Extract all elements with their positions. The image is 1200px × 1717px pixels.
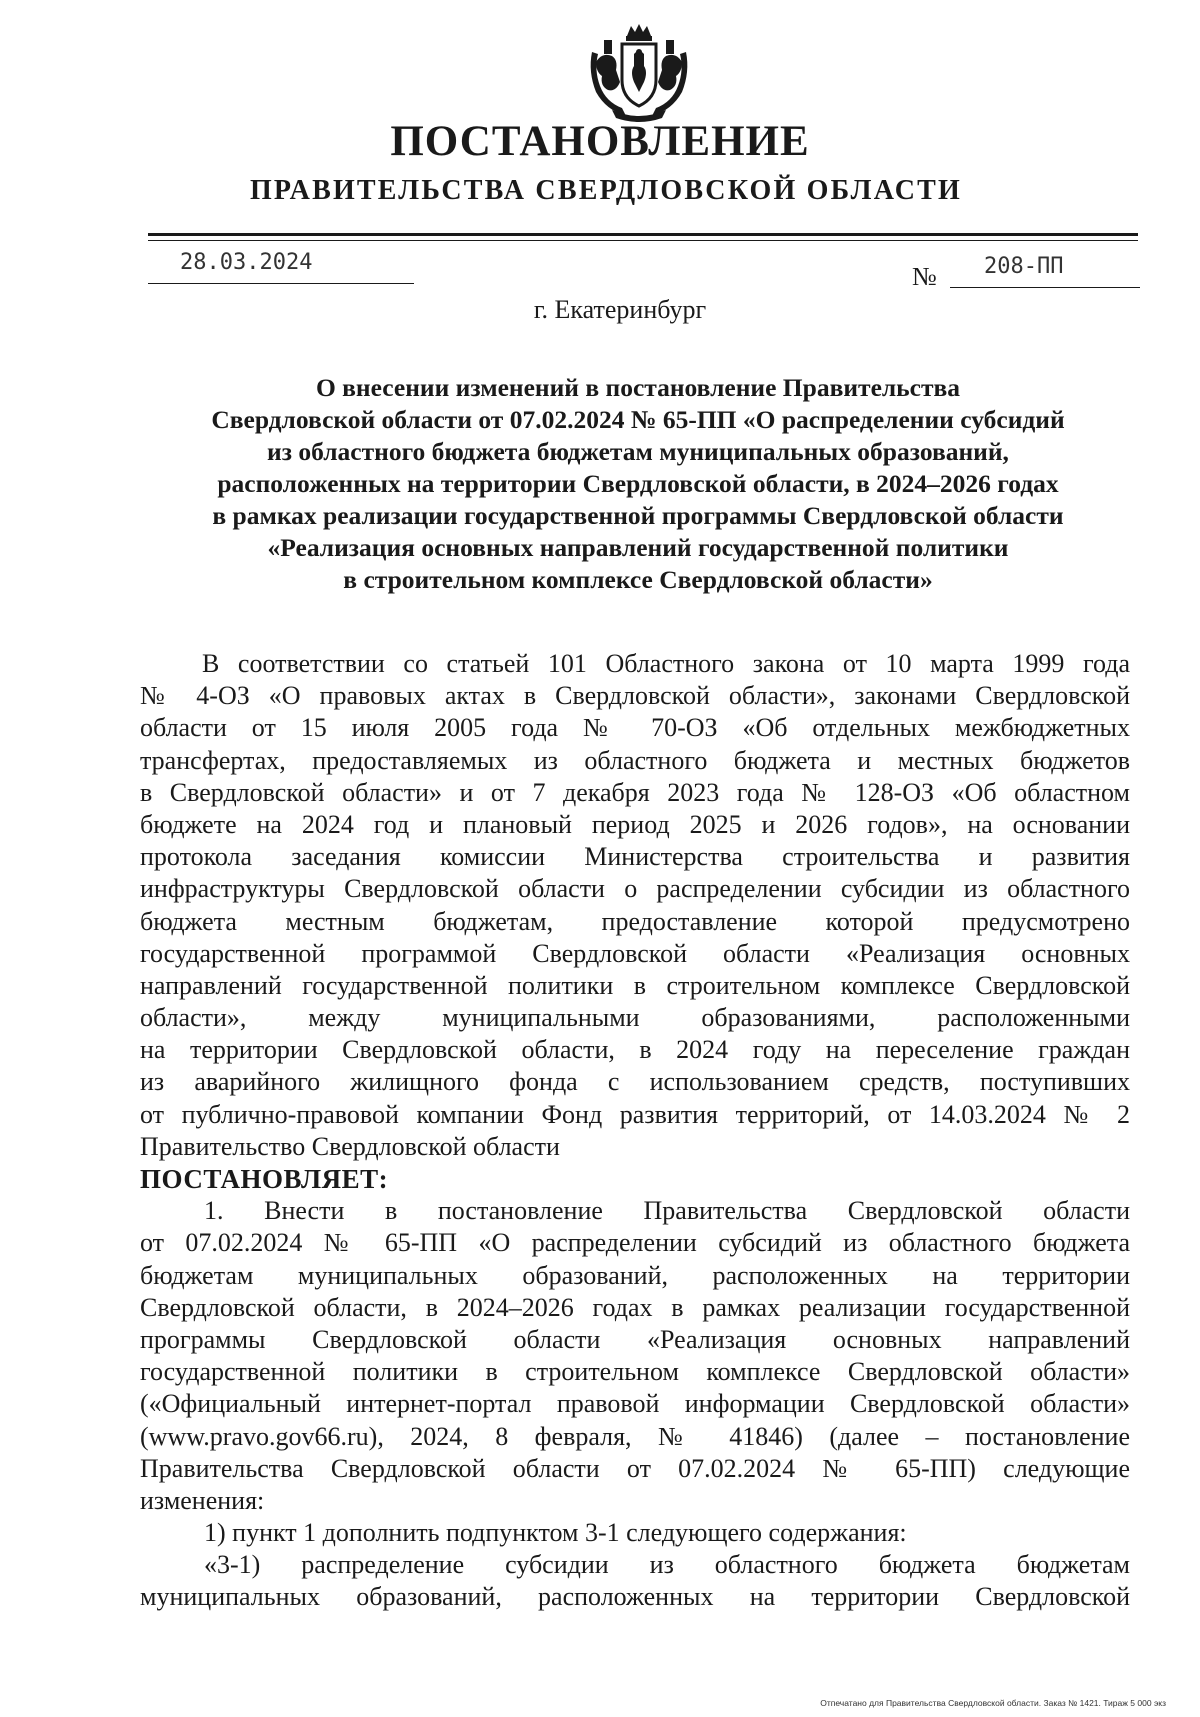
date-underline [148, 283, 414, 284]
document-title [148, 372, 1128, 596]
title-line: Свердловской области от 07.02.2024 № 65-ПП «О распределении субсидий [211, 405, 1065, 434]
issue-city: г. Екатеринбург [533, 295, 707, 324]
body-line: из аварийного жилищного фонда с использованием средств, поступивших [140, 1067, 1130, 1097]
body-line: 1. Внести в постановление Правительства Свердловской области [204, 1196, 1130, 1226]
body-line: области от 15 июля 2005 года № 70-ОЗ «Об отдельных межбюджетных [140, 713, 1130, 743]
header-divider-thick [148, 233, 1138, 236]
print-note: Отпечатано для Правительства Свердловской области. Заказ № 1421. Тираж 5 000 экз [820, 1698, 1166, 1708]
body-line: («Официальный интернет-портал правовой информации Свердловской области» [140, 1389, 1130, 1419]
title-line: расположенных на территории Свердловской области, в 2024–2026 годах [217, 469, 1059, 498]
body-line: направлений государственной политики в строительном комплексе Свердловской [140, 970, 1130, 1000]
body-line: в Свердловской области» и от 7 декабря 2023 года № 128-ОЗ «Об областном [140, 777, 1130, 807]
body-line: от 07.02.2024 № 65-ПП «О распределении субсидий из областного бюджета [140, 1228, 1130, 1258]
body-line: (www.pravo.gov66.ru), 2024, 8 февраля, № 41846) (далее – постановление [140, 1421, 1130, 1451]
document-body [140, 648, 1130, 1614]
number-sign: № [912, 262, 937, 291]
title-line: «Реализация основных направлений государственной политики [267, 533, 1009, 562]
body-line: Правительство Свердловской области [140, 1131, 560, 1161]
body-line: Свердловской области, в 2024–2026 годах в рамках реализации государственной [140, 1292, 1130, 1322]
body-line: от публично-правовой компании Фонд развития территорий, от 14.03.2024 № 2 [140, 1099, 1130, 1129]
document-date: 28.03.2024 [180, 250, 313, 275]
body-line: № 4-ОЗ «О правовых актах в Свердловской области», законами Свердловской [140, 681, 1130, 711]
body-line: государственной политики в строительном комплексе Свердловской области» [140, 1357, 1130, 1387]
title-line: О внесении изменений в постановление Правительства [315, 373, 961, 402]
body-line: муниципальных образований, расположенных на территории Свердловской [140, 1582, 1130, 1612]
body-line: на территории Свердловской области, в 2024 году на переселение граждан [140, 1035, 1130, 1065]
issuing-authority: ПРАВИТЕЛЬСТВА СВЕРДЛОВСКОЙ ОБЛАСТИ [249, 175, 963, 206]
header-divider-thin [148, 240, 1138, 241]
body-line: государственной программой Свердловской области «Реализация основных [140, 938, 1130, 968]
body-line: бюджета местным бюджетам, предоставление которой предусмотрено [140, 906, 1130, 936]
document-number: 208-ПП [984, 254, 1064, 279]
body-line: изменения: [140, 1485, 265, 1515]
document-kind-heading: ПОСТАНОВЛЕНИЕ [390, 118, 810, 165]
body-line: трансфертах, предоставляемых из областного бюджета и местных бюджетов [140, 745, 1130, 775]
body-line: 1) пункт 1 дополнить подпунктом 3-1 следующего содержания: [204, 1518, 907, 1548]
title-line: из областного бюджета бюджетам муниципальных образований, [267, 437, 1009, 466]
decree-keyword: ПОСТАНОВЛЯЕТ: [140, 1164, 389, 1194]
body-line: бюджете на 2024 год и плановый период 2025 и 2026 годов», на основании [140, 809, 1130, 839]
title-line: в строительном комплексе Свердловской области» [343, 565, 933, 594]
coat-of-arms-emblem [582, 22, 696, 122]
body-line: «3-1) распределение субсидии из областного бюджета бюджетам [204, 1550, 1130, 1580]
body-line: программы Свердловской области «Реализация основных направлений [140, 1324, 1130, 1354]
body-line: бюджетам муниципальных образований, расположенных на территории [140, 1260, 1130, 1290]
number-underline [950, 287, 1140, 288]
title-line: в рамках реализации государственной программы Свердловской области [212, 501, 1064, 530]
body-line: Правительства Свердловской области от 07.02.2024 № 65-ПП) следующие [140, 1453, 1130, 1483]
body-line: инфраструктуры Свердловской области о распределении субсидии из областного [140, 874, 1130, 904]
body-line: протокола заседания комиссии Министерства строительства и развития [140, 842, 1130, 872]
body-line: В соответствии со статьей 101 Областного закона от 10 марта 1999 года [202, 649, 1130, 678]
body-line: области», между муниципальными образованиями, расположенными [140, 1003, 1130, 1033]
